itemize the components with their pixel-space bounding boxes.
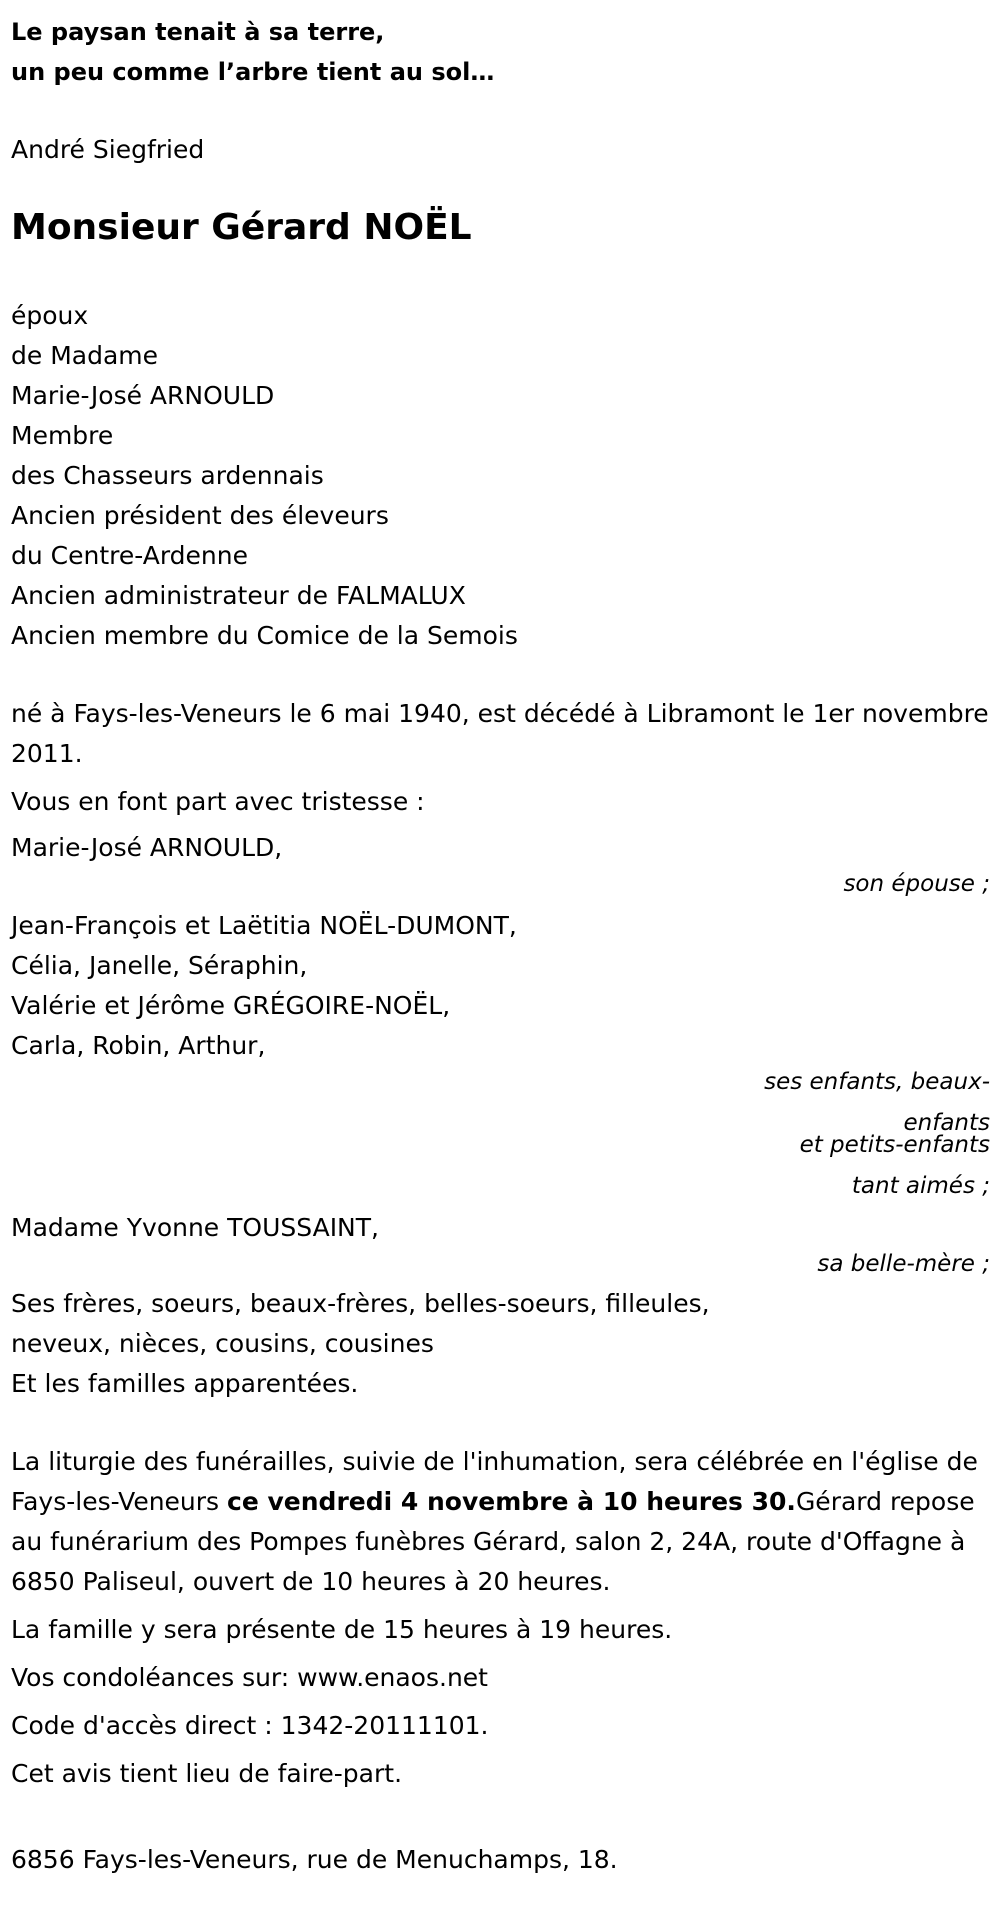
relation-text: tant aimés ; bbox=[851, 1173, 990, 1199]
relation-text: sa belle-mère ; bbox=[817, 1251, 990, 1277]
role-line: époux bbox=[11, 301, 89, 330]
family-presence: La famille y sera présente de 15 heures à 19 heures. bbox=[11, 1615, 673, 1644]
role-line: Marie-José ARNOULD bbox=[11, 381, 275, 410]
family-name-line: Valérie et Jérôme GRÉGOIRE-NOËL, bbox=[11, 991, 451, 1020]
quote-line: un peu comme l’arbre tient au sol… bbox=[11, 58, 495, 86]
family-name-line: Carla, Robin, Arthur, bbox=[11, 1031, 266, 1060]
family-name-line: Célia, Janelle, Séraphin, bbox=[11, 951, 308, 980]
relation-text: enfants bbox=[903, 1110, 990, 1136]
announcement-intro: Vous en font part avec tristesse : bbox=[11, 787, 425, 816]
quote-author: André Siegfried bbox=[11, 135, 205, 164]
family-group-mother-in-law bbox=[11, 1208, 990, 1280]
funeral-text-before: La liturgie des funérailles, suivie de l'inhumation, sera célébrée en l'église de Fays-les-Veneurs bbox=[11, 1447, 978, 1516]
quote-line: Le paysan tenait à sa terre, bbox=[11, 18, 385, 46]
deceased-name-title: Monsieur Gérard NOËL bbox=[11, 207, 472, 248]
extended-family bbox=[11, 1284, 990, 1404]
funeral-date-time: ce vendredi 4 novembre à 10 heures 30. bbox=[227, 1487, 796, 1516]
extended-family-line: neveux, nièces, cousins, cousines bbox=[11, 1329, 434, 1358]
family-name-line: Marie-José ARNOULD, bbox=[11, 833, 283, 862]
relation-text: son épouse ; bbox=[843, 871, 990, 897]
extended-family-line: Ses frères, soeurs, beaux-frères, belles-soeurs, filleules, bbox=[11, 1289, 710, 1318]
epigraph-quote bbox=[11, 12, 990, 92]
role-line: Ancien membre du Comice de la Semois bbox=[11, 621, 518, 650]
family-name-line: Madame Yvonne TOUSSAINT, bbox=[11, 1213, 379, 1242]
role-line: du Centre-Ardenne bbox=[11, 541, 248, 570]
family-name-line: Jean-François et Laëtitia NOËL-DUMONT, bbox=[11, 911, 517, 940]
condolences-line: Vos condoléances sur: www.enaos.net bbox=[11, 1663, 488, 1692]
relation-text: et petits-enfants bbox=[799, 1132, 990, 1158]
funeral-details bbox=[11, 1442, 990, 1602]
extended-family-line: Et les familles apparentées. bbox=[11, 1369, 359, 1398]
role-line: Membre bbox=[11, 421, 114, 450]
role-line: des Chasseurs ardennais bbox=[11, 461, 324, 490]
family-address: 6856 Fays-les-Veneurs, rue de Menuchamps, 18. bbox=[11, 1845, 618, 1874]
role-line: de Madame bbox=[11, 341, 159, 370]
role-line: Ancien administrateur de FALMALUX bbox=[11, 581, 466, 610]
notice-line: Cet avis tient lieu de faire-part. bbox=[11, 1759, 403, 1788]
family-group-children bbox=[11, 906, 990, 1202]
funeral-text-after: Gérard repose au funérarium des Pompes funèbres Gérard, salon 2, 24A, route d'Offagne à 6850 Paliseul, ouvert de 10 heures à 20 heures. bbox=[11, 1487, 975, 1596]
family-group-spouse bbox=[11, 828, 990, 900]
access-code: Code d'accès direct : 1342-20111101. bbox=[11, 1711, 489, 1740]
role-line: Ancien président des éleveurs bbox=[11, 501, 389, 530]
birth-death-statement: né à Fays-les-Veneurs le 6 mai 1940, est décédé à Libramont le 1er novembre 2011. bbox=[11, 699, 989, 768]
relation-text: ses enfants, beaux- bbox=[764, 1069, 990, 1095]
deceased-roles bbox=[11, 296, 990, 656]
relation-label bbox=[11, 1248, 990, 1280]
relation-label bbox=[11, 868, 990, 900]
relation-label bbox=[11, 1066, 990, 1202]
